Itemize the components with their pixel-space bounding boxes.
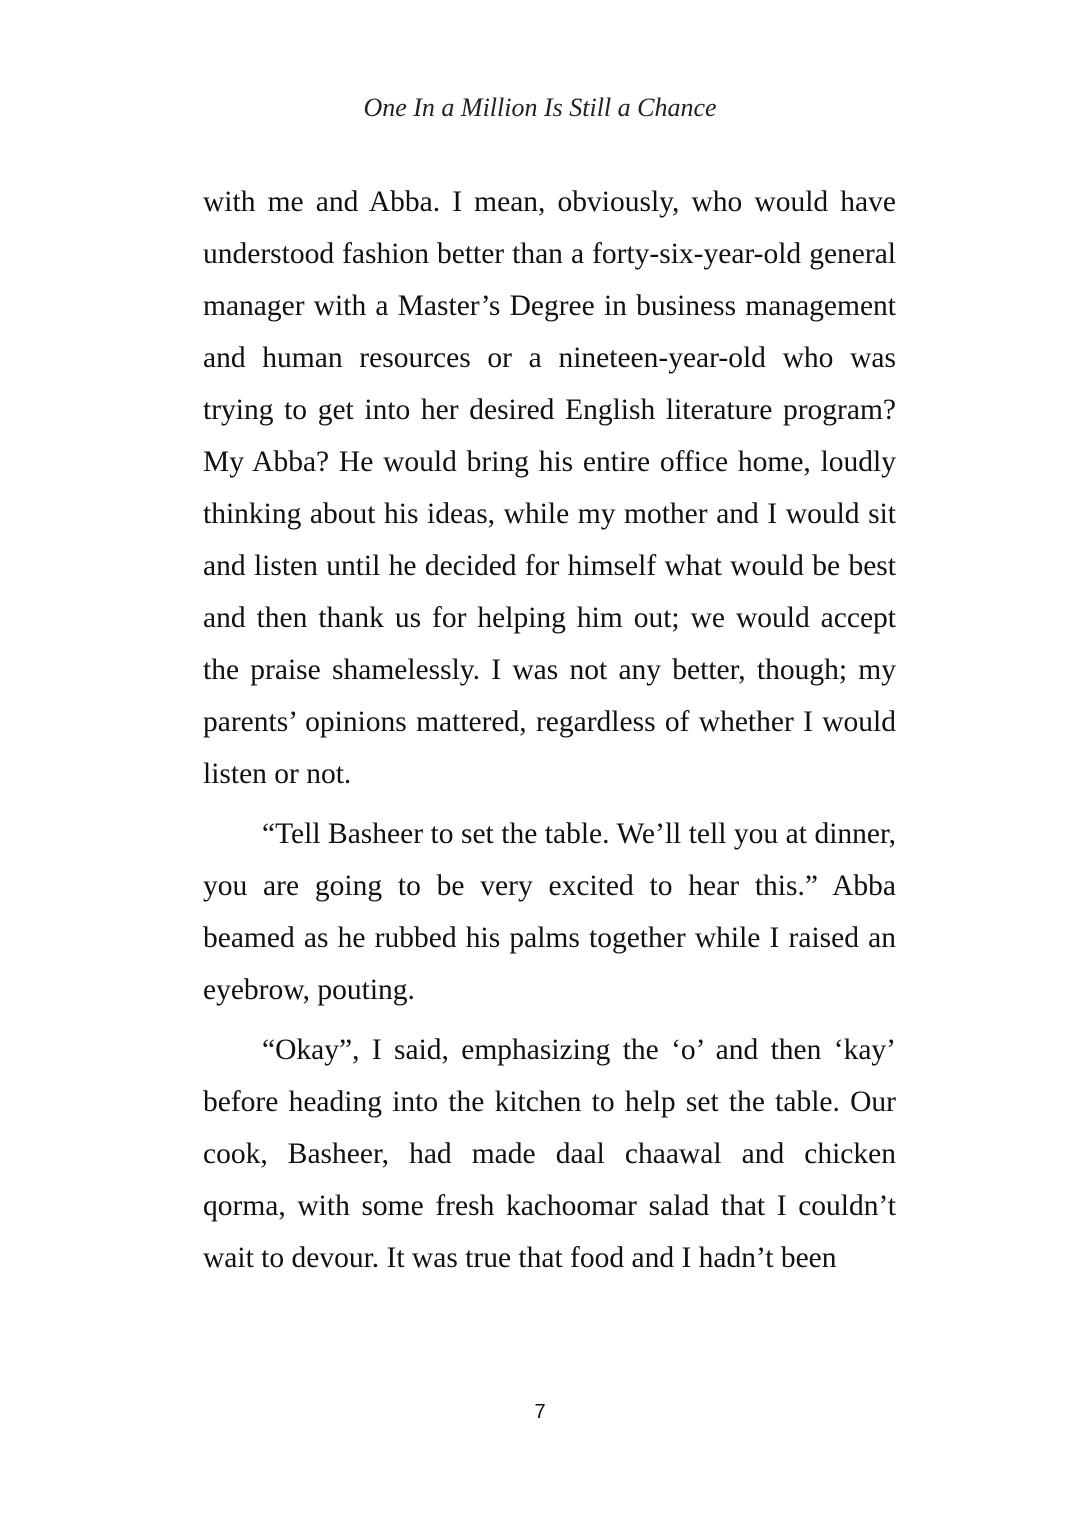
page-number: 7 [534,1401,546,1423]
paragraph-dialogue-dinner: “Tell Basheer to set the table. We’ll tell you at dinner, you are going to be very excited to hear this.” Abba beamed as he rubbed his palms together while I raised an eyebrow, pouting. [203,818,896,1006]
body-text [203,176,896,1284]
paragraph-dialogue-okay: “Okay”, I said, emphasizing the ‘o’ and then ‘kay’ before heading into the kitchen to help set the table. Our cook, Basheer, had made daal chaawal and chicken qorma, with some fresh kachoomar salad that I couldn’t wait to devour. It was true that food and I hadn’t been [203,1034,896,1274]
paragraph-continued: with me and Abba. I mean, obviously, who would have understood fashion better than a forty-six-year-old general manager with a Master’s Degree in business management and human resources or a nineteen-year-old who was trying to get into her desired English literature program? My Abba? He would bring his entire office home, loudly thinking about his ideas, while my mother and I would sit and listen until he decided for himself what would be best and then thank us for helping him out; we would accept the praise shamelessly. I was not any better, though; my parents’ opinions mattered, regardless of whether I would listen or not. [203,186,896,790]
running-header-title: One In a Million Is Still a Chance [363,93,717,122]
